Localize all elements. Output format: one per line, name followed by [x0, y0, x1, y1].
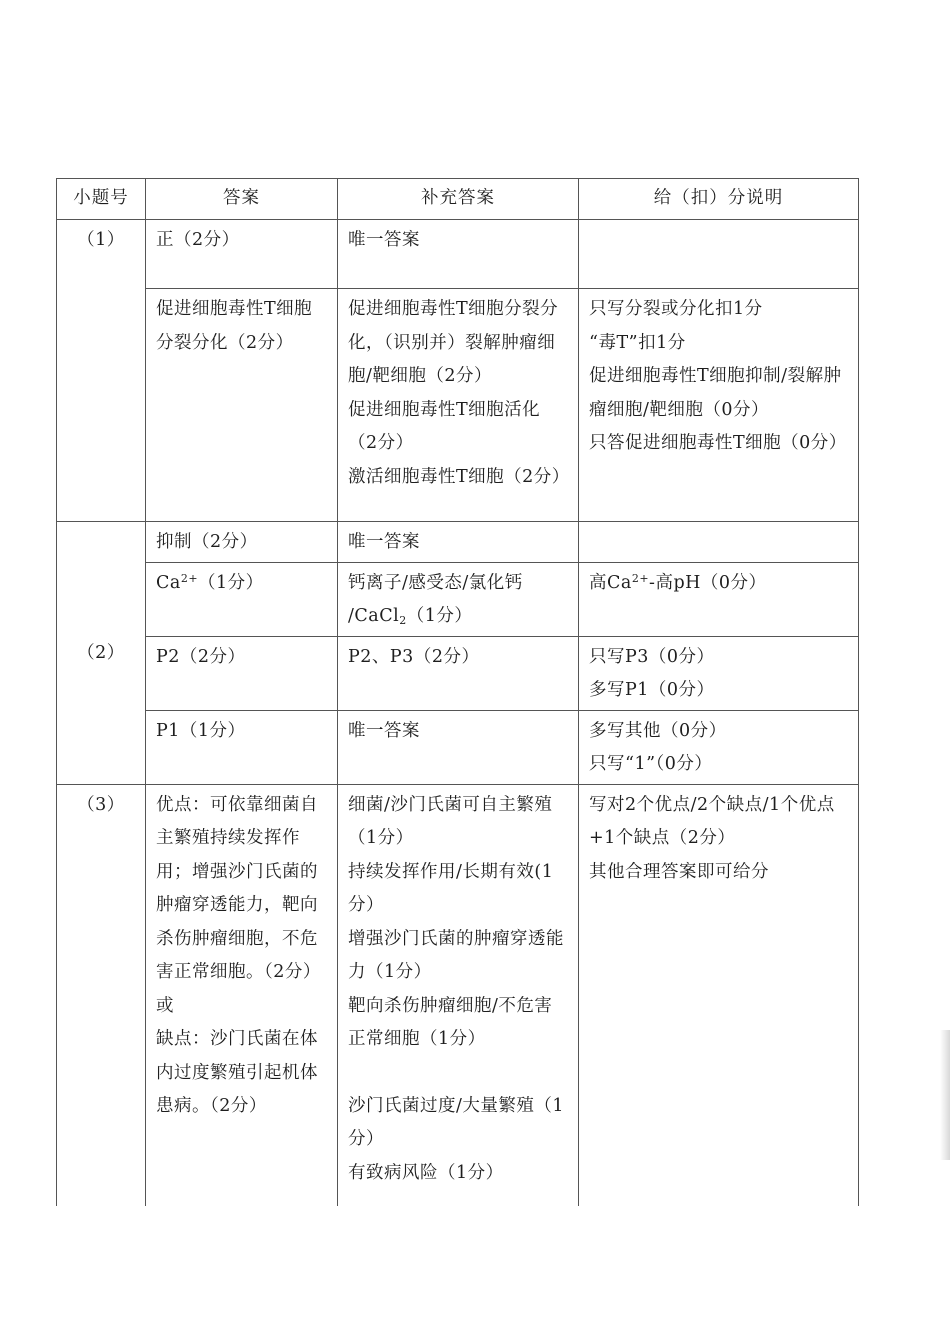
supplement-line: 钙离子/感受态/氯化钙 [348, 572, 523, 593]
answer-cell: 促进细胞毒性T细胞分裂分化（2分） [146, 289, 338, 522]
answer-table [56, 178, 859, 1206]
scoring-cell [579, 220, 859, 289]
supplement-line: 促进细胞毒性T细胞活化（2分） [348, 399, 541, 453]
supplement-line: 促进细胞毒性T细胞分裂分化，（识别并）裂解肿瘤细胞/靶细胞（2分） [348, 299, 559, 386]
scoring-line: 促进细胞毒性T细胞抑制/裂解肿瘤细胞/靶细胞（0分） [589, 366, 842, 420]
scoring-cell [579, 562, 859, 636]
scoring-line: 只写“1”（0分） [589, 754, 713, 774]
answer-cell: 抑制（2分） [146, 522, 338, 563]
supplement-line [348, 600, 569, 634]
page-edge-shadow [940, 1030, 950, 1160]
scoring-text: -高pH（0分） [649, 572, 767, 593]
table-row [57, 710, 859, 784]
scoring-cell [579, 784, 859, 1206]
scoring-line: 其他合理答案即可给分 [589, 861, 769, 882]
scoring-cell [579, 522, 859, 563]
scoring-line: 只答促进细胞毒性T细胞（0分） [589, 433, 847, 453]
supplement-line: 持续发挥作用/长期有效(1分） [348, 861, 554, 915]
header-row [57, 179, 859, 220]
scoring-line: 只写分裂或分化扣1分 [589, 299, 763, 319]
supplement-line: 沙门氏菌过度/大量繁殖（1分） [348, 1095, 565, 1149]
header-supplementary-answer: 补充答案 [338, 179, 579, 220]
header-question-number: 小题号 [57, 179, 146, 220]
scoring-line: “毒T”扣1分 [589, 332, 686, 353]
answer-cell: P2（2分） [146, 636, 338, 710]
scoring-text: 高Ca [589, 572, 632, 593]
supplement-line: 靶向杀伤肿瘤细胞/不危害正常细胞（1分） [348, 995, 553, 1049]
header-answer: 答案 [146, 179, 338, 220]
question-number-1: （1） [57, 220, 146, 522]
supplement-cell [338, 289, 579, 522]
header-scoring-notes: 给（扣）分说明 [579, 179, 859, 220]
supplement-cell: 唯一答案 [338, 220, 579, 289]
scoring-line: 多写P1（0分） [589, 680, 715, 700]
supplement-cell: 唯一答案 [338, 710, 579, 784]
supplement-text: /CaCl [348, 606, 400, 626]
table-row [57, 220, 859, 289]
answer-line: 缺点：沙门氏菌在体内过度繁殖引起机体患病。（2分） [156, 1029, 318, 1116]
table-row [57, 636, 859, 710]
question-number-2: （2） [57, 522, 146, 785]
answer-text: Ca [156, 572, 181, 593]
supplement-cell [338, 562, 579, 636]
supplement-cell: 唯一答案 [338, 522, 579, 563]
spacer [348, 1057, 569, 1090]
supplement-line: 细菌/沙门氏菌可自主繁殖（1分） [348, 794, 553, 848]
scoring-cell [579, 289, 859, 522]
superscript: 2+ [631, 571, 650, 585]
superscript: 2+ [180, 571, 199, 585]
table-row [57, 522, 859, 563]
subscript: 2 [399, 614, 407, 627]
answer-cell [146, 562, 338, 636]
scoring-line: 多写其他（0分） [589, 720, 727, 741]
supplement-cell [338, 784, 579, 1206]
answer-cell: P1（1分） [146, 710, 338, 784]
table-row [57, 562, 859, 636]
supplement-line: 增强沙门氏菌的肿瘤穿透能力（1分） [348, 928, 564, 982]
answer-line: 或 [156, 995, 174, 1016]
scoring-line: 只写P3（0分） [589, 646, 715, 667]
question-number-3: （3） [57, 784, 146, 1206]
table-row [57, 784, 859, 1206]
supplement-cell: P2、P3（2分） [338, 636, 579, 710]
supplement-line: 激活细胞毒性T细胞（2分） [348, 466, 570, 487]
answer-sheet [56, 178, 858, 1186]
answer-cell: 正（2分） [146, 220, 338, 289]
supplement-text: （1分） [406, 606, 473, 626]
scoring-cell [579, 636, 859, 710]
table-row [57, 289, 859, 522]
answer-cell [146, 784, 338, 1206]
supplement-line: 有致病风险（1分） [348, 1162, 504, 1183]
answer-line: 优点：可依靠细菌自主繁殖持续发挥作用；增强沙门氏菌的肿瘤穿透能力，靶向杀伤肿瘤细胞，不危害正常细胞。（2分） [156, 794, 321, 982]
answer-text: （1分） [198, 572, 264, 593]
scoring-cell [579, 710, 859, 784]
scoring-line: 写对2个优点/2个缺点/1个优点+1个缺点（2分） [589, 794, 835, 848]
